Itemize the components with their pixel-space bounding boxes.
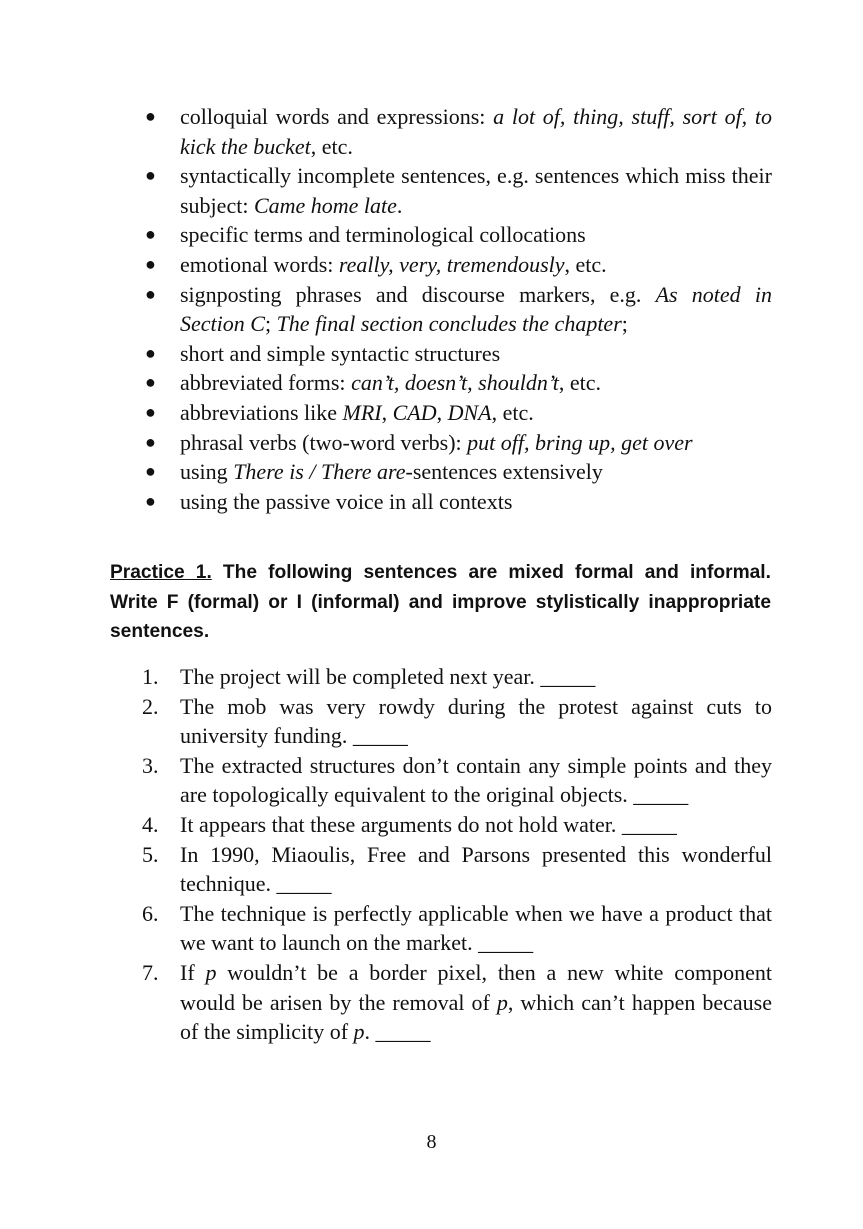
text-segment: emotional words: [180, 251, 339, 277]
italic-example: p [205, 959, 217, 985]
list-item [110, 250, 772, 280]
exercise-number: 2. [142, 693, 159, 719]
italic-example: can’t, doesn’t, shouldn’t [351, 370, 559, 396]
text-segment: , etc. [564, 251, 607, 277]
list-item [110, 161, 772, 220]
bullet-icon: ● [145, 342, 156, 363]
exercise-item [110, 840, 772, 899]
italic-example: a lot of, thing, stuff, sort of, to kick the bucket [180, 104, 772, 159]
bullet-icon: ● [145, 224, 156, 245]
text-segment: , etc. [491, 399, 534, 425]
italic-example: really, very, tremendously [338, 251, 565, 277]
text-segment: , [381, 399, 393, 425]
italic-example: The final section concludes the chapter [276, 311, 622, 337]
exercise-item [110, 810, 772, 840]
italic-example: p [353, 1019, 365, 1045]
text-segment: using [180, 459, 234, 485]
text-segment: The technique is perfectly applicable when we have a product that we want to launch on the market. _____ [180, 900, 772, 956]
informal-features-list [110, 102, 772, 516]
list-item [110, 428, 772, 458]
italic-example: put off, bring up, get over [467, 429, 693, 455]
exercise-number: 6. [142, 900, 159, 926]
exercise-number: 4. [142, 811, 159, 837]
exercise-item [110, 958, 772, 1047]
bullet-icon: ● [145, 461, 156, 482]
text-segment: The mob was very rowdy during the protest against cuts to university funding. _____ [180, 693, 772, 749]
text-segment: using the passive voice in all contexts [180, 488, 513, 514]
text-segment: In 1990, Miaoulis, Free and Parsons presented this wonderful technique. _____ [180, 841, 772, 897]
italic-example: As noted in Section C [180, 281, 772, 337]
list-item [110, 280, 772, 339]
italic-example: Came home late [253, 192, 397, 218]
text-segment: ; [264, 311, 277, 337]
exercise-item [110, 751, 772, 810]
text-segment: colloquial words and expressions: [180, 104, 494, 129]
italic-example: DNA [447, 399, 492, 425]
exercise-number: 3. [142, 752, 159, 778]
text-segment: , [436, 399, 448, 425]
italic-example: There is / There are [233, 459, 406, 485]
text-segment: The extracted structures don’t contain any simple points and they are topologically equivalent to the original objects. _____ [180, 752, 772, 808]
bullet-icon: ● [145, 372, 156, 393]
exercise-item [110, 692, 772, 751]
bullet-icon: ● [145, 253, 156, 274]
list-item [110, 368, 772, 398]
bullet-icon: ● [145, 490, 156, 511]
list-item [110, 102, 772, 161]
list-item [110, 457, 772, 487]
exercise-number: 7. [142, 959, 159, 985]
exercise-number: 5. [142, 841, 159, 867]
text-segment: . [396, 192, 403, 218]
list-item [110, 398, 772, 428]
practice-heading: Practice 1. [110, 562, 212, 583]
text-segment: syntactically incomplete sentences, e.g. sentences which miss their subject: [180, 163, 772, 218]
exercise-number: 1. [142, 664, 159, 689]
list-item [110, 220, 772, 250]
italic-example: p [496, 989, 508, 1015]
page-number: 8 [426, 1131, 437, 1153]
list-item [110, 487, 772, 517]
text-segment: short and simple syntactic structures [180, 340, 501, 366]
bullet-icon: ● [145, 431, 156, 452]
text-segment: abbreviated forms: [180, 370, 352, 396]
text-segment: wouldn’t be a border pixel, then a new white component would be arisen by the removal of [180, 959, 772, 1015]
text-segment: , etc. [310, 133, 353, 159]
text-segment: The project will be completed next year. _____ [180, 664, 596, 689]
text-segment: phrasal verbs (two-word verbs): [180, 429, 468, 455]
text-segment: -sentences extensively [405, 459, 603, 485]
text-segment: , etc. [558, 370, 601, 396]
text-segment: ; [621, 311, 628, 337]
exercise-list [110, 662, 772, 1047]
text-segment: , which can’t happen because of the simplicity of [180, 989, 773, 1045]
bullet-icon: ● [145, 283, 156, 304]
list-item [110, 339, 772, 369]
practice-instructions [110, 558, 771, 647]
practice-instructions-text: The following sentences are mixed formal and informal. Write F (formal) or I (informal) and improve stylistically inappropriate sentences. [110, 562, 771, 643]
exercise-item [110, 899, 772, 958]
text-segment: signposting phrases and discourse markers, e.g. [180, 281, 656, 307]
text-segment: specific terms and terminological collocations [180, 222, 586, 248]
bullet-icon: ● [145, 401, 156, 422]
text-segment: If [180, 959, 206, 985]
text-segment: . _____ [364, 1019, 431, 1045]
text-segment: abbreviations like [180, 399, 343, 425]
italic-example: MRI [342, 399, 382, 425]
text-segment: It appears that these arguments do not hold water. _____ [180, 811, 677, 837]
exercise-item [110, 662, 772, 692]
bullet-icon: ● [145, 106, 156, 126]
bullet-icon: ● [145, 165, 156, 186]
italic-example: CAD [392, 399, 437, 425]
